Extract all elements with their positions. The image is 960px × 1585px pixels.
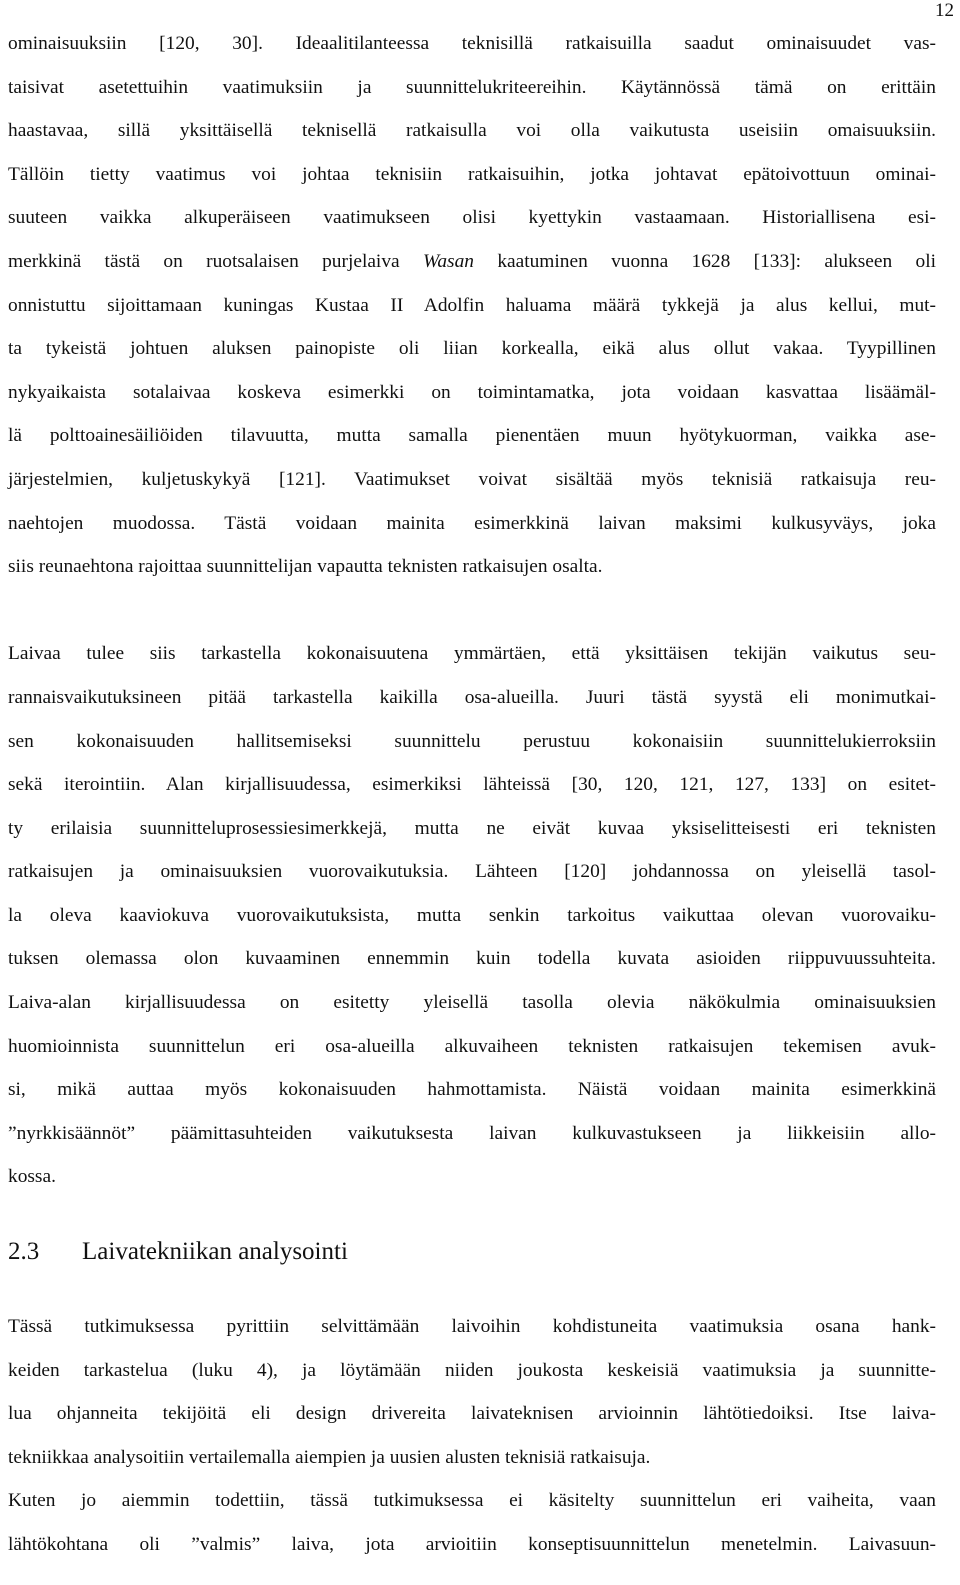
text-line: keiden tarkastelua (luku 4), ja löytämään niiden joukosta keskeisiä vaatimuksia ja suunnitte- xyxy=(8,1359,936,1381)
text-line: Laivaa tulee siis tarkastella kokonaisuutena ymmärtäen, että yksittäisen tekijän vaikutus seu- xyxy=(8,643,936,665)
text-line: haastavaa, sillä yksittäisellä teknisellä ratkaisulla voi olla vaikutusta useisiin omaisuuksiin. xyxy=(8,120,936,142)
text-line: ”nyrkkisäännöt” päämittasuhteiden vaikutuksesta laivan kulkuvastukseen ja liikkeisiin allo- xyxy=(8,1122,936,1144)
text-line: ta tykeistä johtuen aluksen painopiste oli liian korkealla, eikä alus ollut vakaa. Tyypillinen xyxy=(8,338,936,360)
text-line: Tällöin tietty vaatimus voi johtaa teknisiin ratkaisuihin, jotka johtavat epätoivottuun ominai- xyxy=(8,163,936,185)
section-spacer xyxy=(8,1283,936,1305)
text-line: la oleva kaaviokuva vuorovaikutuksista, mutta senkin tarkoitus vaikuttaa olevan vuorovaiku- xyxy=(8,904,936,926)
section-number: 2.3 xyxy=(8,1238,40,1266)
text-line: Kuten jo aiemmin todettiin, tässä tutkimuksessa ei käsitelty suunnittelun eri vaiheita, vaan xyxy=(8,1490,936,1512)
document-body xyxy=(8,22,936,1567)
text-line: sen kokonaisuuden hallitsemiseksi suunnittelu perustuu kokonaisiin suunnittelukierroksiin xyxy=(8,730,936,752)
paragraph-4 xyxy=(8,1479,936,1566)
text-line: si, mikä auttaa myös kokonaisuuden hahmottamista. Näistä voidaan mainita esimerkkinä xyxy=(8,1079,936,1101)
text-line: kossa. xyxy=(8,1166,56,1188)
text-line: ty erilaisia suunnitteluprosessiesimerkkejä, mutta ne eivät kuvaa yksiselitteisesti eri teknisten xyxy=(8,817,936,839)
section-spacer xyxy=(8,1199,936,1221)
text-line: siis reunaehtona rajoittaa suunnittelijan vapautta teknisten ratkaisujen osalta. xyxy=(8,556,603,578)
text-line: onnistuttu sijoittamaan kuningas Kustaa II Adolfin haluama määrä tykkejä ja alus kellui, mut- xyxy=(8,294,936,316)
text-line: huomioinnista suunnittelun eri osa-alueilla alkuvaiheen teknisten ratkaisujen tekemisen avuk- xyxy=(8,1035,936,1057)
paragraph-1 xyxy=(8,22,936,589)
section-heading xyxy=(8,1221,936,1283)
text-fragment: kaatuminen vuonna 1628 [133]: alukseen oli xyxy=(473,250,937,272)
text-line: nykyaikaista sotalaivaa koskeva esimerkki on toimintamatka, jota voidaan kasvattaa lisäämäl- xyxy=(8,381,936,403)
paragraph-2 xyxy=(8,632,936,1199)
text-line: Tässä tutkimuksessa pyrittiin selvittämään laivoihin kohdistuneita vaatimuksia osana hank- xyxy=(8,1316,936,1338)
ship-name-italic: Wasan xyxy=(422,250,474,272)
text-line: taisivat asetettuihin vaatimuksiin ja suunnittelukriteereihin. Käytännössä tämä on erittäin xyxy=(8,76,936,98)
text-line: rannaisvaikutuksineen pitää tarkastella kaikilla osa-alueilla. Juuri tästä syystä eli monimutkai- xyxy=(8,686,936,708)
section-title: Laivatekniikan analysointi xyxy=(82,1238,348,1266)
text-fragment: merkkinä tästä on ruotsalaisen purjelaiva xyxy=(8,250,423,272)
text-line: ratkaisujen ja ominaisuuksien vuorovaikutuksia. Lähteen [120] johdannossa on yleisellä tasol- xyxy=(8,861,936,883)
text-line: lua ohjanneita tekijöitä eli design drivereita laivateknisen arvioinnin lähtötiedoiksi. Itse laiva- xyxy=(8,1403,936,1425)
paragraph-3 xyxy=(8,1305,936,1479)
text-line: tekniikkaa analysoitiin vertailemalla aiempien ja uusien alusten teknisiä ratkaisuja. xyxy=(8,1446,651,1468)
text-line: lähtökohtana oli ”valmis” laiva, jota arvioitiin konseptisuunnittelun menetelmin. Laivasuun- xyxy=(8,1534,936,1555)
page-number: 12 xyxy=(935,0,954,21)
text-line: Laiva-alan kirjallisuudessa on esitetty yleisellä tasolla olevia näkökulmia ominaisuuksien xyxy=(8,992,936,1014)
text-line: sekä iterointiin. Alan kirjallisuudessa, esimerkiksi lähteissä [30, 120, 121, 127, 133] on esitet- xyxy=(8,774,936,796)
text-line: suuteen vaikka alkuperäiseen vaatimukseen olisi kyettykin vastaamaan. Historiallisena esi- xyxy=(8,207,936,229)
text-line: järjestelmien, kuljetuskykyä [121]. Vaatimukset voivat sisältää myös teknisiä ratkaisuja reu- xyxy=(8,468,936,490)
text-line: lä polttoainesäiliöiden tilavuutta, mutta samalla pienentäen muun hyötykuorman, vaikka ase- xyxy=(8,425,936,447)
text-line: ominaisuuksiin [120, 30]. Ideaalitilanteessa teknisillä ratkaisuilla saadut ominaisuudet vas- xyxy=(8,33,936,54)
paragraph-spacer xyxy=(8,589,936,633)
text-line xyxy=(8,240,936,284)
text-line: tuksen olemassa olon kuvaaminen ennemmin kuin todella kuvata asioiden riippuvuussuhteita. xyxy=(8,948,936,970)
text-line: naehtojen muodossa. Tästä voidaan mainita esimerkkinä laivan maksimi kulkusyväys, joka xyxy=(8,512,936,534)
